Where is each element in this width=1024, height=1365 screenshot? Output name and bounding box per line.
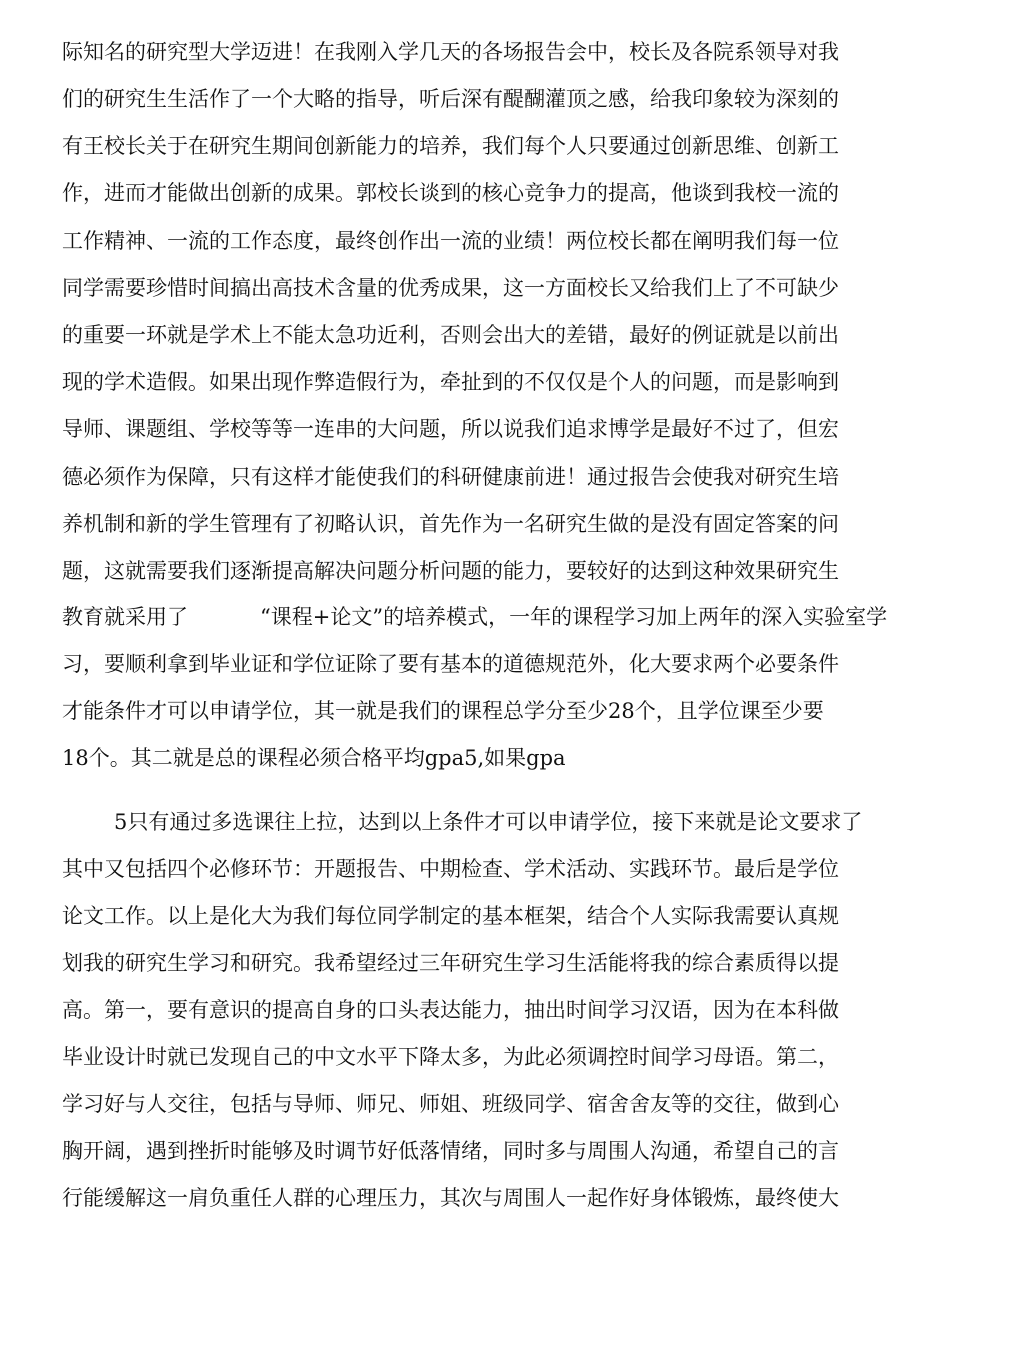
text-line: 有王校长关于在研究生期间创新能力的培养，我们每个人只要通过创新思维、创新工: [62, 134, 839, 158]
text-line: 其中又包括四个必修环节：开题报告、中期检查、学术活动、实践环节。最后是学位: [62, 857, 839, 881]
text-line: 习，要顺利拿到毕业证和学位证除了要有基本的道德规范外，化大要求两个必要条件: [62, 652, 839, 676]
text-line: 行能缓解这一肩负重任人群的心理压力，其次与周围人一起作好身体锻炼，最终使大: [62, 1186, 839, 1210]
text-line: 的重要一环就是学术上不能太急功近利，否则会出大的差错，最好的例证就是以前出: [62, 323, 839, 347]
text-line: 5只有通过多选课往上拉，达到以上条件才可以申请学位，接下来就是论文要求了: [114, 810, 863, 834]
text-line: [62, 602, 962, 632]
text-line: 养机制和新的学生管理有了初略认识，首先作为一名研究生做的是没有固定答案的问: [62, 512, 839, 536]
text-line: 德必须作为保障，只有这样才能使我们的科研健康前进！通过报告会使我对研究生培: [62, 465, 839, 489]
text-line: 题，这就需要我们逐渐提高解决问题分析问题的能力，要较好的达到这种效果研究生: [62, 559, 839, 583]
text-line: 导师、课题组、学校等等一连串的大问题，所以说我们追求博学是最好不过了，但宏: [62, 417, 839, 441]
text-segment: 教育就采用了: [62, 605, 188, 629]
text-line: 际知名的研究型大学迈进！在我刚入学几天的各场报告会中，校长及各院系领导对我: [62, 40, 839, 64]
text-line: 论文工作。以上是化大为我们每位同学制定的基本框架，结合个人实际我需要认真规: [62, 904, 839, 928]
text-segment: “课程+论文”的培养模式，一年的课程学习加上两年的深入实验室学: [260, 605, 888, 629]
text-line: 们的研究生生活作了一个大略的指导，听后深有醍醐灌顶之感，给我印象较为深刻的: [62, 87, 839, 111]
text-line: 胸开阔，遇到挫折时能够及时调节好低落情绪，同时多与周围人沟通，希望自己的言: [62, 1139, 839, 1163]
text-line: 高。第一，要有意识的提高自身的口头表达能力，抽出时间学习汉语，因为在本科做: [62, 998, 839, 1022]
text-line: 才能条件才可以申请学位，其一就是我们的课程总学分至少28个，且学位课至少要: [62, 699, 824, 723]
text-line: 学习好与人交往，包括与导师、师兄、师姐、班级同学、宿舍舍友等的交往，做到心: [62, 1092, 839, 1116]
text-line: 同学需要珍惜时间搞出高技术含量的优秀成果，这一方面校长又给我们上了不可缺少: [62, 276, 839, 300]
text-line: 划我的研究生学习和研究。我希望经过三年研究生学习生活能将我的综合素质得以提: [62, 951, 839, 975]
text-line: 18个。其二就是总的课程必须合格平均gpa5,如果gpa: [62, 746, 566, 770]
text-line: 作，进而才能做出创新的成果。郭校长谈到的核心竞争力的提高，他谈到我校一流的: [62, 181, 839, 205]
text-line: 毕业设计时就已发现自己的中文水平下降太多，为此必须调控时间学习母语。第二，: [62, 1045, 839, 1069]
text-line: 工作精神、一流的工作态度，最终创作出一流的业绩！两位校长都在阐明我们每一位: [62, 229, 839, 253]
text-line: 现的学术造假。如果出现作弊造假行为，牵扯到的不仅仅是个人的问题，而是影响到: [62, 370, 839, 394]
